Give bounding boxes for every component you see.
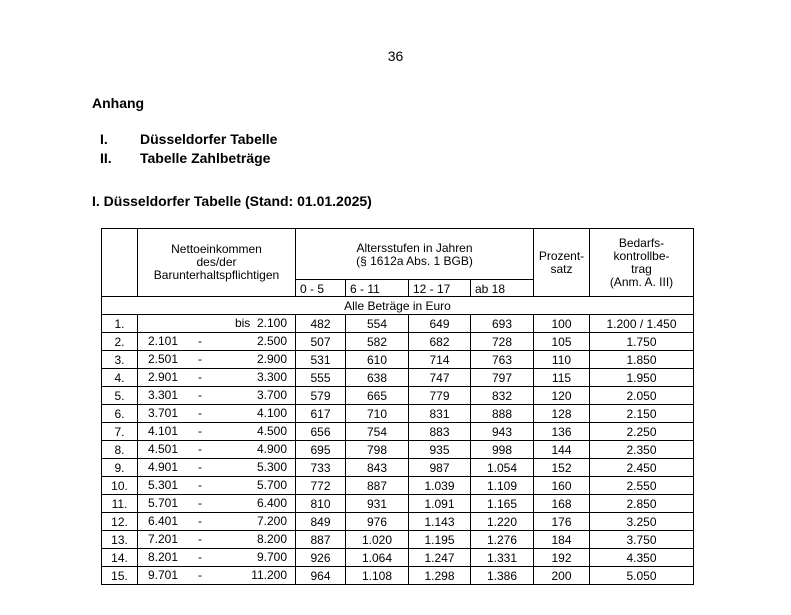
amount-cell: 638 — [346, 369, 409, 387]
toc-item-number: I. — [100, 131, 108, 147]
income-from: 3.701 — [148, 406, 179, 420]
amount-cell: 714 — [409, 351, 471, 369]
income-dash: - — [198, 388, 202, 402]
income-to: 4.100 — [256, 406, 287, 420]
percent-cell: 120 — [534, 387, 590, 405]
income-from: 4.101 — [148, 424, 179, 438]
income-range — [138, 513, 296, 531]
row-number: 10. — [102, 477, 138, 495]
table-row — [102, 441, 694, 459]
toc-item-label: Düsseldorfer Tabelle — [140, 131, 278, 147]
amount-cell: 887 — [346, 477, 409, 495]
amount-cell: 482 — [296, 315, 346, 333]
table-row — [102, 495, 694, 513]
percent-cell: 152 — [534, 459, 590, 477]
bedarf-cell: 2.850 — [590, 495, 694, 513]
income-range — [138, 351, 296, 369]
income-to: 7.200 — [256, 514, 287, 528]
income-from: 6.401 — [148, 514, 179, 528]
amount-cell: 832 — [471, 387, 534, 405]
amount-cell: 1.143 — [409, 513, 471, 531]
percent-cell: 144 — [534, 441, 590, 459]
income-range — [138, 549, 296, 567]
income-from: 4.901 — [148, 460, 179, 474]
bedarf-cell: 1.950 — [590, 369, 694, 387]
amount-cell: 531 — [296, 351, 346, 369]
amount-cell: 931 — [346, 495, 409, 513]
percent-cell: 115 — [534, 369, 590, 387]
income-to: 5.300 — [256, 460, 287, 474]
income-from: 7.201 — [148, 532, 179, 546]
row-number: 9. — [102, 459, 138, 477]
bedarf-cell: 2.350 — [590, 441, 694, 459]
amount-cell: 579 — [296, 387, 346, 405]
amount-cell: 763 — [471, 351, 534, 369]
table-row — [102, 459, 694, 477]
income-range — [138, 567, 296, 585]
row-number: 15. — [102, 567, 138, 585]
income-range — [138, 423, 296, 441]
header-age-groups — [296, 229, 534, 280]
age-group-cell: 0 - 5 — [296, 280, 346, 297]
income-range — [138, 387, 296, 405]
amount-cell: 798 — [346, 441, 409, 459]
amount-cell: 1.195 — [409, 531, 471, 549]
percent-cell: 100 — [534, 315, 590, 333]
income-dash: - — [198, 370, 202, 384]
income-to: 5.700 — [256, 478, 287, 492]
bedarf-cell: 2.150 — [590, 405, 694, 423]
income-from: 5.701 — [148, 496, 179, 510]
toc-item — [100, 149, 277, 168]
amount-cell: 1.331 — [471, 549, 534, 567]
amount-cell: 617 — [296, 405, 346, 423]
amount-cell: 507 — [296, 333, 346, 351]
bedarf-cell: 3.750 — [590, 531, 694, 549]
header-bedarf — [590, 229, 694, 297]
amount-cell: 843 — [346, 459, 409, 477]
row-number: 11. — [102, 495, 138, 513]
income-range — [138, 441, 296, 459]
table-row — [102, 369, 694, 387]
table-row — [102, 477, 694, 495]
header-bedarf-line: kontrollbe- — [613, 248, 670, 263]
toc-item — [100, 130, 277, 149]
amount-cell: 555 — [296, 369, 346, 387]
table-row — [102, 405, 694, 423]
amount-cell: 1.220 — [471, 513, 534, 531]
amount-cell: 943 — [471, 423, 534, 441]
income-to: 2.900 — [256, 352, 287, 366]
table-row — [102, 351, 694, 369]
income-to: 9.700 — [256, 550, 287, 564]
amount-cell: 693 — [471, 315, 534, 333]
bedarf-cell: 2.550 — [590, 477, 694, 495]
income-to: 2.500 — [256, 334, 287, 348]
header-bedarf-line: trag — [631, 261, 652, 276]
amount-cell: 772 — [296, 477, 346, 495]
amount-cell: 810 — [296, 495, 346, 513]
bedarf-cell: 5.050 — [590, 567, 694, 585]
income-range — [138, 495, 296, 513]
income-from: 2.501 — [148, 352, 179, 366]
income-dash: - — [198, 442, 202, 456]
amount-cell: 1.386 — [471, 567, 534, 585]
amount-cell: 1.020 — [346, 531, 409, 549]
income-from: 3.301 — [148, 388, 179, 402]
income-range — [138, 405, 296, 423]
bedarf-cell: 3.250 — [590, 513, 694, 531]
income-from: 4.501 — [148, 442, 179, 456]
header-age-line: Altersstufen in Jahren — [356, 241, 473, 255]
amount-cell: 1.247 — [409, 549, 471, 567]
income-to: 3.300 — [256, 370, 287, 384]
bedarf-cell: 1.750 — [590, 333, 694, 351]
header-income — [138, 229, 296, 297]
percent-cell: 192 — [534, 549, 590, 567]
row-number: 13. — [102, 531, 138, 549]
age-group-cell: 12 - 17 — [409, 280, 471, 297]
header-income-line: Nettoeinkommen — [171, 242, 262, 256]
age-group-cell: ab 18 — [471, 280, 534, 297]
table-row — [102, 333, 694, 351]
amount-cell: 747 — [409, 369, 471, 387]
appendix-heading: Anhang — [92, 95, 145, 111]
section-title: I. Düsseldorfer Tabelle (Stand: 01.01.2025) — [92, 193, 372, 209]
row-number: 4. — [102, 369, 138, 387]
amount-cell: 656 — [296, 423, 346, 441]
income-from: 8.201 — [148, 550, 179, 564]
amount-cell: 710 — [346, 405, 409, 423]
income-range — [138, 459, 296, 477]
amount-cell: 883 — [409, 423, 471, 441]
amount-cell: 987 — [409, 459, 471, 477]
header-bedarf-line: Bedarfs- — [618, 235, 665, 250]
toc-item-number: II. — [100, 150, 112, 166]
bedarf-cell: 2.250 — [590, 423, 694, 441]
income-dash: - — [198, 478, 202, 492]
amount-cell: 1.054 — [471, 459, 534, 477]
amount-cell: 665 — [346, 387, 409, 405]
income-dash: - — [198, 352, 202, 366]
table-row — [102, 531, 694, 549]
header-nr — [102, 229, 138, 297]
amount-cell: 1.298 — [409, 567, 471, 585]
amount-cell: 964 — [296, 567, 346, 585]
amount-cell: 733 — [296, 459, 346, 477]
income-dash: - — [198, 550, 202, 564]
amount-cell: 887 — [296, 531, 346, 549]
row-number: 7. — [102, 423, 138, 441]
income-from: 9.701 — [148, 568, 179, 582]
amount-cell: 582 — [346, 333, 409, 351]
percent-cell: 168 — [534, 495, 590, 513]
row-number: 3. — [102, 351, 138, 369]
income-to: 6.400 — [256, 496, 287, 510]
income-dash: - — [198, 334, 202, 348]
income-to: 3.700 — [256, 388, 287, 402]
currency-note: Alle Beträge in Euro — [102, 297, 694, 315]
amount-cell: 1.108 — [346, 567, 409, 585]
row-number: 8. — [102, 441, 138, 459]
bedarf-cell: 2.450 — [590, 459, 694, 477]
amount-cell: 610 — [346, 351, 409, 369]
age-group-cell: 6 - 11 — [346, 280, 409, 297]
amount-cell: 1.109 — [471, 477, 534, 495]
amount-cell: 888 — [471, 405, 534, 423]
amount-cell: 1.064 — [346, 549, 409, 567]
amount-cell: 554 — [346, 315, 409, 333]
table-row — [102, 387, 694, 405]
header-income-line: Barunterhaltspflichtigen — [153, 268, 280, 282]
amount-cell: 935 — [409, 441, 471, 459]
income-to: 4.500 — [256, 424, 287, 438]
amount-cell: 649 — [409, 315, 471, 333]
income-dash: - — [198, 514, 202, 528]
income-to: 11.200 — [251, 568, 287, 582]
header-income-line: des/der — [196, 255, 237, 269]
income-dash: - — [198, 496, 202, 510]
amount-cell: 831 — [409, 405, 471, 423]
percent-cell: 200 — [534, 567, 590, 585]
income-dash: - — [198, 406, 202, 420]
income-dash: - — [198, 532, 202, 546]
table-row — [102, 567, 694, 585]
income-range — [138, 333, 296, 351]
income-dash: - — [198, 460, 202, 474]
table-of-contents — [100, 130, 277, 168]
table-row — [102, 513, 694, 531]
amount-cell: 976 — [346, 513, 409, 531]
duesseldorf-table — [101, 228, 694, 585]
amount-cell: 695 — [296, 441, 346, 459]
amount-cell: 1.039 — [409, 477, 471, 495]
bedarf-cell: 1.200 / 1.450 — [590, 315, 694, 333]
bedarf-cell: 4.350 — [590, 549, 694, 567]
percent-cell: 128 — [534, 405, 590, 423]
income-to: 8.200 — [256, 532, 287, 546]
table-row — [102, 549, 694, 567]
header-bedarf-line: (Anm. A. III) — [609, 274, 674, 289]
toc-item-label: Tabelle Zahlbeträge — [140, 150, 271, 166]
row-number: 12. — [102, 513, 138, 531]
income-range — [138, 477, 296, 495]
income-from: 5.301 — [148, 478, 179, 492]
percent-cell: 136 — [534, 423, 590, 441]
page-number: 36 — [387, 48, 404, 64]
amount-cell: 728 — [471, 333, 534, 351]
amount-cell: 779 — [409, 387, 471, 405]
amount-cell: 797 — [471, 369, 534, 387]
income-to: 4.900 — [256, 442, 287, 456]
bedarf-cell: 1.850 — [590, 351, 694, 369]
amount-cell: 754 — [346, 423, 409, 441]
header-percent-line: satz — [550, 261, 573, 276]
amount-cell: 926 — [296, 549, 346, 567]
row-number: 14. — [102, 549, 138, 567]
percent-cell: 105 — [534, 333, 590, 351]
income-range — [138, 315, 296, 333]
currency-note-row — [102, 297, 694, 315]
header-percent — [534, 229, 590, 297]
bedarf-cell: 2.050 — [590, 387, 694, 405]
row-number: 6. — [102, 405, 138, 423]
row-number: 1. — [102, 315, 138, 333]
header-percent-line: Prozent- — [538, 248, 585, 263]
amount-cell: 1.091 — [409, 495, 471, 513]
amount-cell: 998 — [471, 441, 534, 459]
income-range — [138, 531, 296, 549]
percent-cell: 160 — [534, 477, 590, 495]
income-dash: - — [198, 568, 202, 582]
percent-cell: 176 — [534, 513, 590, 531]
row-number: 5. — [102, 387, 138, 405]
row-number: 2. — [102, 333, 138, 351]
income-from: 2.901 — [148, 370, 179, 384]
amount-cell: 1.165 — [471, 495, 534, 513]
income-to: bis 2.100 — [234, 316, 287, 330]
income-from: 2.101 — [148, 334, 179, 348]
header-row — [102, 229, 694, 280]
header-age-line: (§ 1612a Abs. 1 BGB) — [356, 254, 473, 268]
table-row — [102, 423, 694, 441]
percent-cell: 184 — [534, 531, 590, 549]
percent-cell: 110 — [534, 351, 590, 369]
amount-cell: 1.276 — [471, 531, 534, 549]
amount-cell: 849 — [296, 513, 346, 531]
table-row — [102, 315, 694, 333]
amount-cell: 682 — [409, 333, 471, 351]
income-dash: - — [198, 424, 202, 438]
income-range — [138, 369, 296, 387]
